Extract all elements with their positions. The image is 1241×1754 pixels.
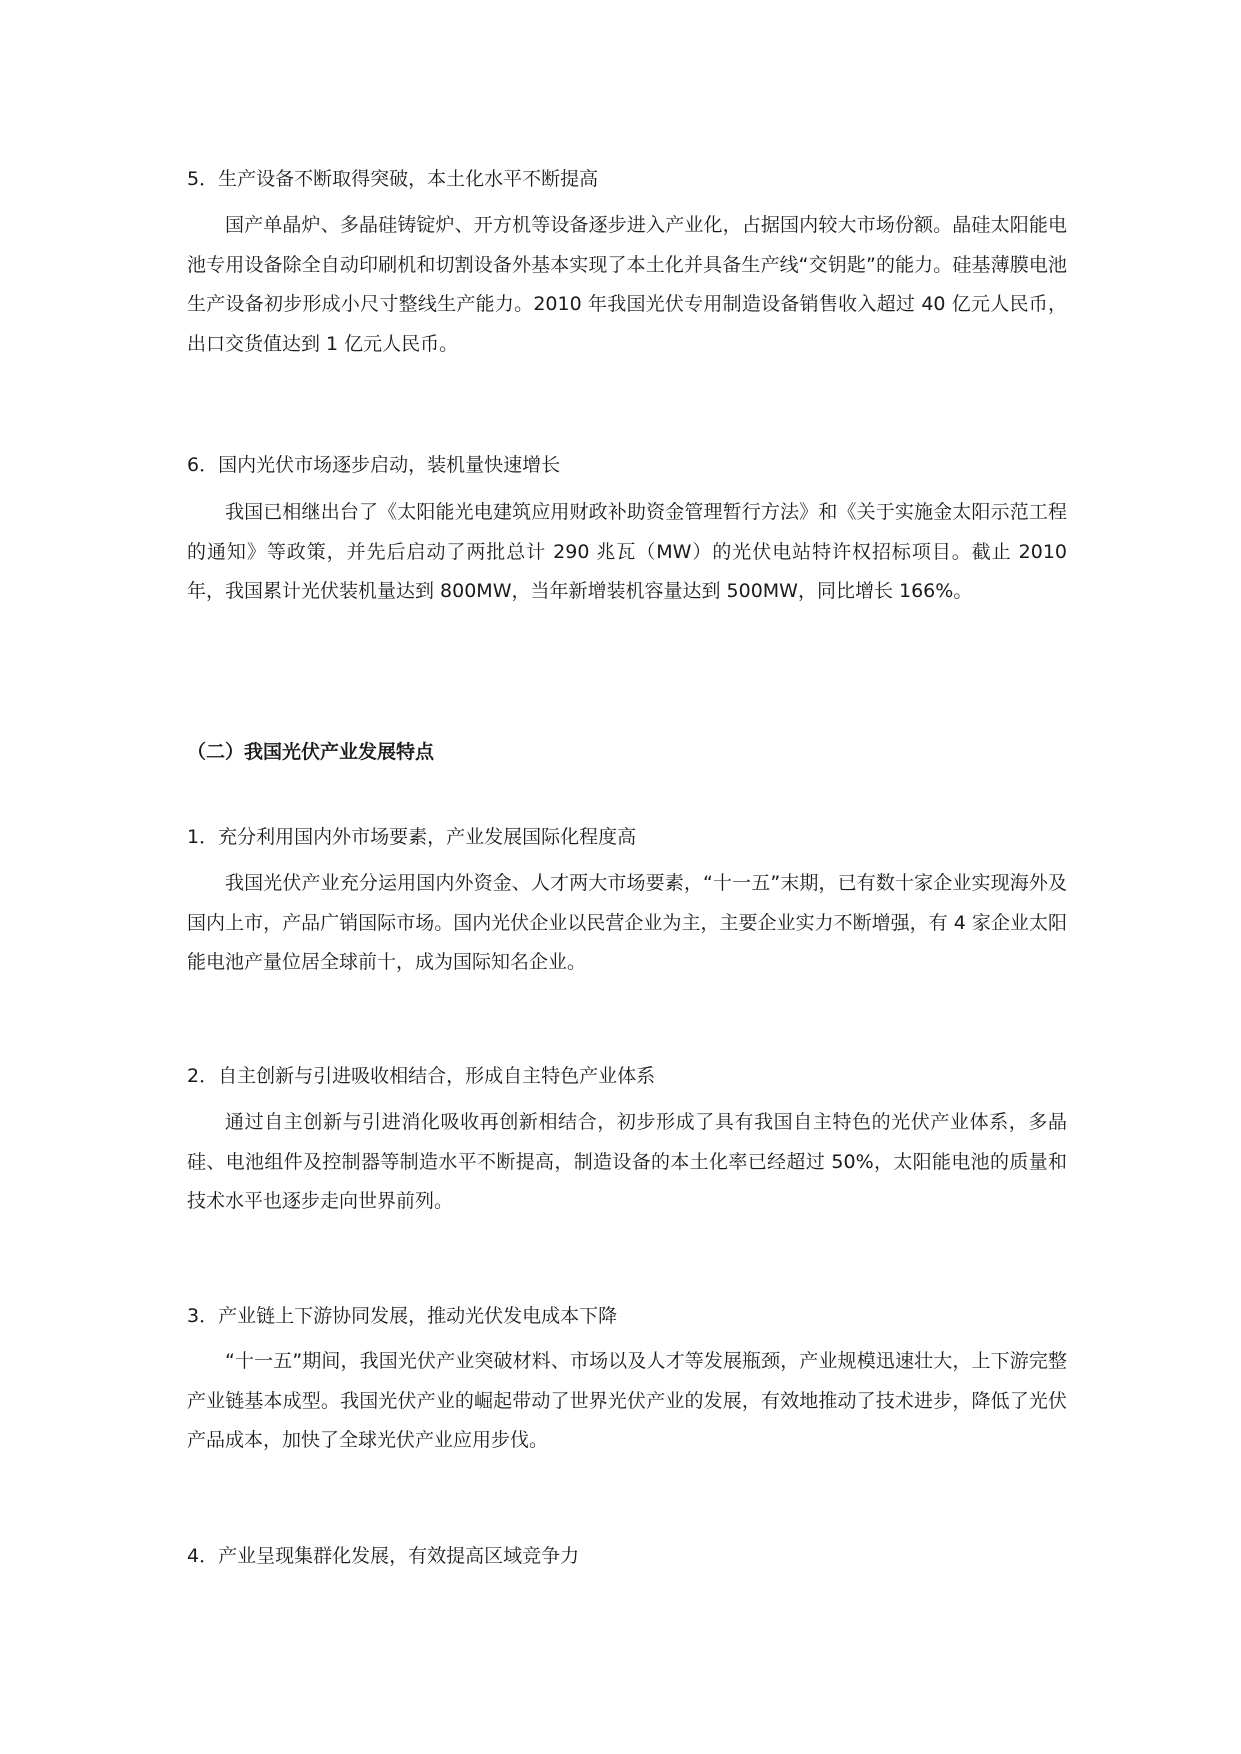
feature-heading-4: 4．产业呈现集群化发展，有效提高区域竞争力	[187, 1545, 580, 1567]
section-heading-6: 6．国内光伏市场逐步启动，装机量快速增长	[187, 454, 561, 476]
feature-heading-2: 2．自主创新与引进吸收相结合，形成自主特色产业体系	[187, 1065, 656, 1087]
section-paragraph-6: 我国已相继出台了《太阳能光电建筑应用财政补助资金管理暂行方法》和《关于实施金太阳示范工程的通知》等政策，并先后启动了两批总计 290 兆瓦（MW）的光伏电站特许权招标项目。截止 2010 年，我国累计光伏装机量达到 800MW，当年新增装机容量达到 500MW，同比增长 166%。	[187, 501, 1067, 602]
feature-heading-1: 1．充分利用国内外市场要素，产业发展国际化程度高	[187, 826, 637, 848]
chapter-heading: （二）我国光伏产业发展特点	[187, 741, 435, 763]
feature-paragraph-1: 我国光伏产业充分运用国内外资金、人才两大市场要素，“十一五”末期，已有数十家企业实现海外及国内上市，产品广销国际市场。国内光伏企业以民营企业为主，主要企业实力不断增强，有 4 家企业太阳能电池产量位居全球前十，成为国际知名企业。	[187, 872, 1067, 973]
feature-paragraph-3: “十一五”期间，我国光伏产业突破材料、市场以及人才等发展瓶颈，产业规模迅速壮大，上下游完整产业链基本成型。我国光伏产业的崛起带动了世界光伏产业的发展，有效地推动了技术进步，降低了光伏产品成本，加快了全球光伏产业应用步伐。	[187, 1350, 1067, 1451]
feature-paragraph-2: 通过自主创新与引进消化吸收再创新相结合，初步形成了具有我国自主特色的光伏产业体系，多晶硅、电池组件及控制器等制造水平不断提高，制造设备的本土化率已经超过 50%，太阳能电池的质量和技术水平也逐步走向世界前列。	[187, 1111, 1067, 1212]
feature-heading-3: 3．产业链上下游协同发展，推动光伏发电成本下降	[187, 1305, 618, 1327]
section-paragraph-5: 国产单晶炉、多晶硅铸锭炉、开方机等设备逐步进入产业化，占据国内较大市场份额。晶硅太阳能电池专用设备除全自动印刷机和切割设备外基本实现了本土化并具备生产线“交钥匙”的能力。硅基薄膜电池生产设备初步形成小尺寸整线生产能力。2010 年我国光伏专用制造设备销售收入超过 40 亿元人民币，出口交货值达到 1 亿元人民币。	[187, 214, 1067, 355]
section-heading-5: 5．生产设备不断取得突破，本土化水平不断提高	[187, 168, 599, 190]
